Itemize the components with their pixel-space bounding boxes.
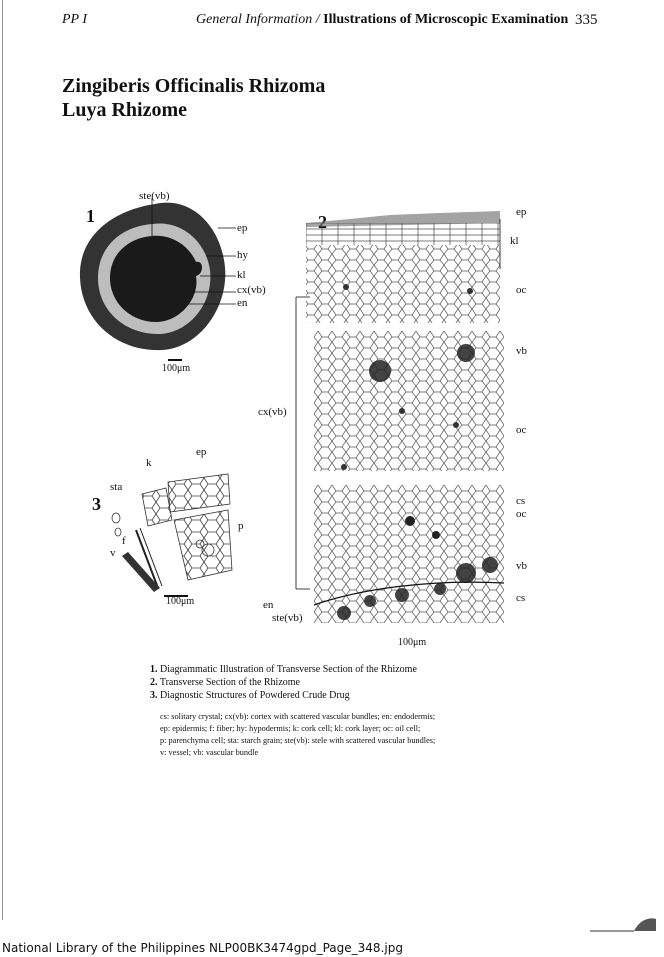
caption-3: 3. Diagnostic Structures of Powdered Crude Drug (150, 690, 350, 701)
fig2-stele (314, 485, 504, 623)
caption-1: 1. Diagrammatic Illustration of Transverse Section of the Rhizome (150, 664, 417, 675)
fig2-cortex-middle (314, 331, 504, 471)
scan-footer: National Library of the Philippines NLP00BK3474gpd_Page_348.jpg (2, 941, 403, 955)
fig2-cortex-top (306, 245, 500, 323)
fig2-label-en: en (263, 599, 274, 611)
caption-2: 2. Transverse Section of the Rhizome (150, 677, 300, 688)
fig3-label-f: f (122, 535, 126, 547)
header-section: PP I (62, 12, 88, 27)
fig2-vascular-bundle (457, 344, 475, 362)
fig2-scale-bar-label: 100μm (398, 637, 427, 648)
figure2-micrograph (290, 205, 515, 635)
fig1-scale-bar-label: 100μm (162, 363, 191, 374)
fig2-label-vb1: vb (516, 345, 527, 357)
fig2-label-oc1: oc (516, 284, 527, 296)
figure3-number: 3 (92, 494, 101, 514)
fig1-label-cx: cx(vb) (237, 284, 266, 296)
fig1-label-en: en (237, 297, 248, 309)
fig3-epidermis (168, 474, 230, 512)
legend-line-4: v: vessel; vb: vascular bundle (160, 748, 259, 757)
figure1-number: 1 (86, 206, 95, 226)
fig3-label-ep: ep (196, 446, 207, 458)
fig3-starch-grain (112, 513, 120, 523)
header-category: General Information / (196, 12, 320, 27)
fig3-scale-bar-label: 100μm (166, 596, 195, 607)
fig2-label-ste: ste(vb) (272, 612, 303, 624)
fig2-vascular-bundle (369, 360, 391, 382)
fig1-label-ep: ep (237, 222, 248, 234)
fig3-label-p: p (238, 520, 244, 532)
fig1-label-ste: ste(vb) (139, 190, 170, 202)
fig2-label-vb2: vb (516, 560, 527, 572)
fig3-label-sta: sta (110, 481, 123, 493)
page-subtitle: Luya Rhizome (62, 99, 187, 121)
fig3-label-k: k (146, 457, 152, 469)
page-title: Zingiberis Officinalis Rhizoma (62, 75, 326, 97)
figure3-powder-drawing (108, 460, 248, 600)
legend-line-2: ep: epidermis; f: fiber; hy: hypodermis; k: cork cell; kl: cork layer; oc: oil cell; (160, 724, 421, 733)
fig2-label-oc2: oc (516, 424, 527, 436)
fig2-label-oc3: oc (516, 508, 527, 520)
fig1-label-kl: kl (237, 269, 246, 281)
fig2-label-cs2: cs (516, 592, 526, 604)
legend-line-1: cs: solitary crystal; cx(vb): cortex with scattered vascular bundles; en: endodermis; (160, 712, 436, 721)
fig2-label-kl: kl (510, 235, 519, 247)
fig2-label-cx: cx(vb) (258, 406, 287, 418)
fig3-label-v: v (110, 547, 116, 559)
page-corner-decoration (590, 915, 660, 935)
page-number: 335 (575, 12, 598, 28)
fig2-label-ep: ep (516, 206, 527, 218)
fig3-cork-cell (142, 488, 172, 526)
header-running-title (196, 12, 568, 28)
fig2-label-cs1: cs (516, 495, 526, 507)
legend-line-3: p: parenchyma cell; sta: starch grain; ste(vb): stele with scattered vascular bundles; (160, 736, 436, 745)
scan-margin-line (2, 0, 3, 920)
header-chapter: Illustrations of Microscopic Examination (323, 12, 569, 27)
fig1-label-hy: hy (237, 249, 248, 261)
fig3-parenchyma (174, 510, 232, 580)
fig3-vessel (122, 552, 160, 592)
